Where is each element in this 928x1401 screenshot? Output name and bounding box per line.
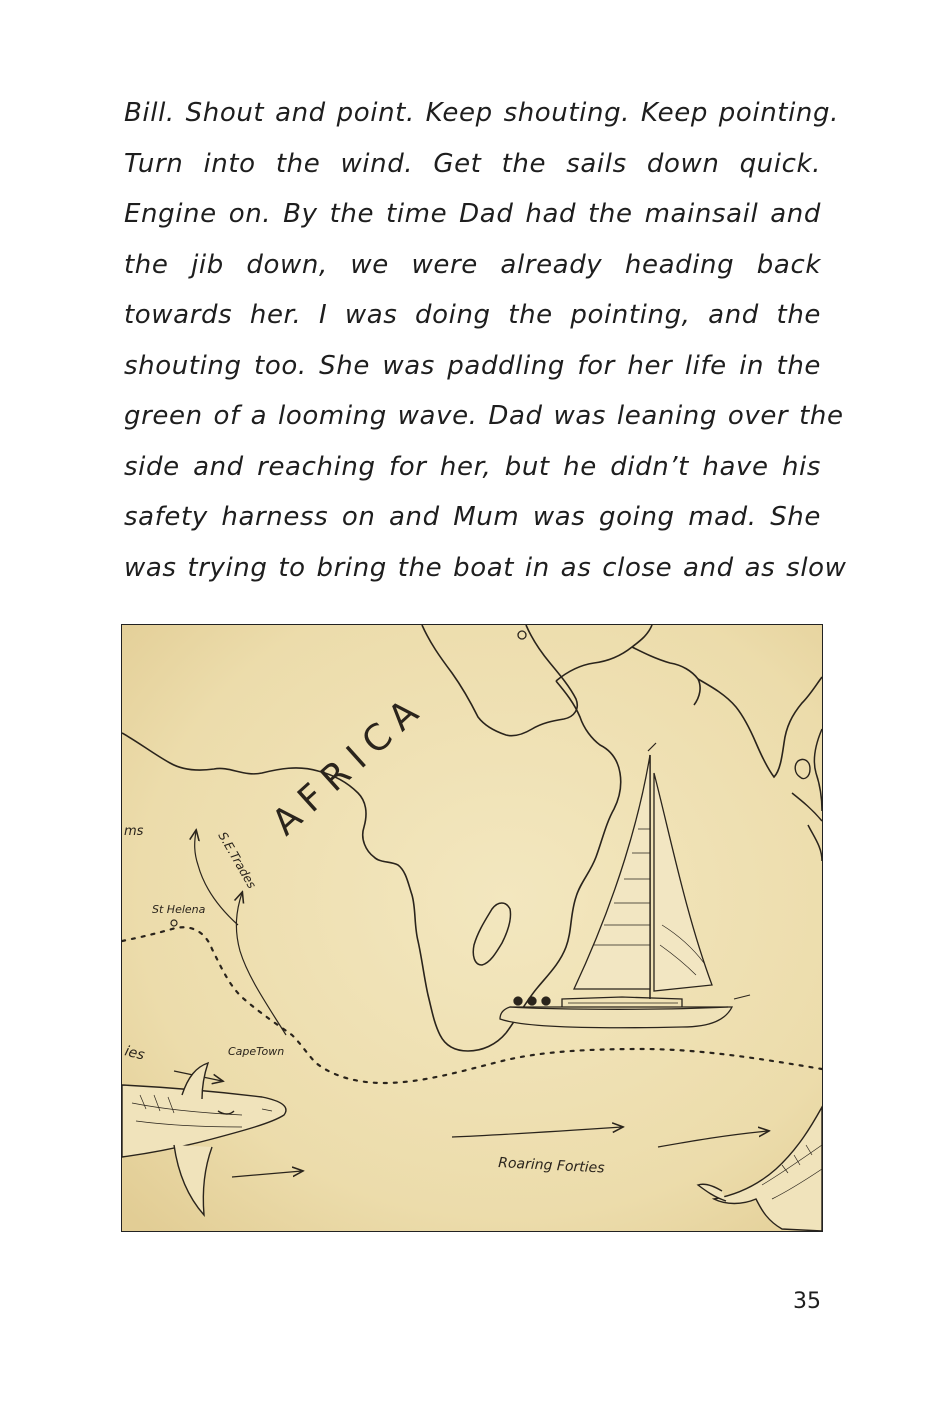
story-line: shouting too. She was paddling for her life in the: [124, 350, 821, 381]
story-line: side and reaching for her, but he didn’t have his: [124, 451, 821, 482]
story-line: Turn into the wind. Get the sails down quick.: [124, 148, 821, 179]
page-number: 35: [793, 1289, 821, 1314]
story-line: Bill. Shout and point. Keep shouting. Keep pointing.: [124, 98, 839, 128]
se-trades-label: S.E.Trades: [215, 829, 259, 891]
africa-label: AFRICA: [264, 685, 434, 844]
story-line: was trying to bring the boat in as close and as slow: [124, 552, 847, 583]
story-line: Engine on. By the time Dad had the mainsail and: [124, 199, 821, 229]
paper-background: [122, 625, 822, 1231]
cape-town-label: CapeTown: [228, 1045, 285, 1058]
roaring-forties-label: Roaring Forties: [497, 1155, 605, 1177]
partial-label-top: ms: [124, 824, 144, 839]
map-svg: [122, 625, 822, 1231]
story-text: [124, 88, 847, 593]
story-line: safety harness on and Mum was going mad. She: [124, 502, 821, 532]
story-line: the jib down, we were already heading back: [124, 249, 821, 280]
story-line: towards her. I was doing the pointing, and the: [124, 300, 821, 330]
partial-label-bottom: ies: [123, 1043, 147, 1064]
story-line: green of a looming wave. Dad was leaning over the: [124, 401, 844, 431]
map-illustration: [121, 624, 823, 1232]
st-helena-label: St Helena: [152, 903, 206, 916]
